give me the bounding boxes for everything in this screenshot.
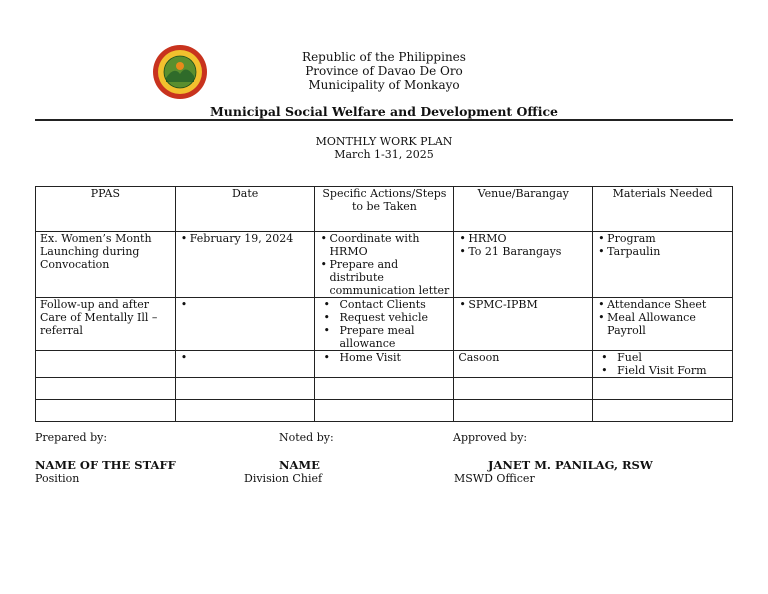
list-item: • To 21 Barangays xyxy=(468,245,588,258)
table-row xyxy=(36,298,733,351)
list-item: • Program xyxy=(607,232,728,245)
list-item xyxy=(190,298,311,311)
cell-actions xyxy=(315,298,454,351)
cell-empty xyxy=(315,400,454,422)
cell-date xyxy=(175,232,315,298)
cell-venue xyxy=(454,232,593,298)
cell-ppas: Ex. Women’s Month Launching during Convocation xyxy=(36,232,176,298)
column-header-venue: Venue/Barangay xyxy=(454,187,593,232)
header-republic: Republic of the Philippines xyxy=(302,50,466,64)
list-item: • Coordinate with HRMO xyxy=(329,232,449,258)
cell-empty xyxy=(36,378,176,400)
column-header-date: Date xyxy=(175,187,315,232)
cell-actions xyxy=(315,351,454,378)
prepared-by-name: NAME OF THE STAFF xyxy=(35,458,176,472)
list-item: • Prepare meal allowance xyxy=(339,324,449,350)
list-item: • Home Visit xyxy=(339,351,449,364)
cell-actions xyxy=(315,232,454,298)
cell-date xyxy=(175,298,315,351)
list-item: • SPMC-IPBM xyxy=(468,298,588,311)
cell-empty xyxy=(593,400,733,422)
table-row xyxy=(36,232,733,298)
noted-by-position: Division Chief xyxy=(244,472,323,485)
list-item xyxy=(190,351,311,364)
cell-materials xyxy=(593,298,733,351)
list-item: • Fuel xyxy=(617,351,728,364)
header-divider xyxy=(35,119,733,121)
document-period: March 1-31, 2025 xyxy=(334,148,434,161)
table-row xyxy=(36,378,733,400)
cell-empty xyxy=(315,378,454,400)
list-item: • Attendance Sheet xyxy=(607,298,728,311)
list-item: • Meal Allowance Payroll xyxy=(607,311,728,337)
cell-ppas xyxy=(36,351,176,378)
table-row xyxy=(36,400,733,422)
column-header-actions: Specific Actions/Steps to be Taken xyxy=(315,187,454,232)
office-name: Municipal Social Welfare and Development Office xyxy=(209,104,559,119)
list-item: • Tarpaulin xyxy=(607,245,728,258)
header-municipality: Municipality of Monkayo xyxy=(308,78,460,92)
approved-by-position: MSWD Officer xyxy=(454,472,535,485)
list-item: • HRMO xyxy=(468,232,588,245)
list-item: • Contact Clients xyxy=(339,298,449,311)
cell-venue: Casoon xyxy=(454,351,593,378)
cell-date xyxy=(175,351,315,378)
cell-empty xyxy=(593,378,733,400)
column-header-materials: Materials Needed xyxy=(593,187,733,232)
cell-venue xyxy=(454,298,593,351)
cell-empty xyxy=(454,400,593,422)
prepared-by-label: Prepared by: xyxy=(35,431,108,444)
cell-empty xyxy=(175,400,315,422)
list-item: • Prepare and distribute communication letter xyxy=(329,258,449,297)
approved-by-label: Approved by: xyxy=(453,431,528,444)
cell-empty xyxy=(36,400,176,422)
prepared-by-position: Position xyxy=(35,472,80,485)
approved-by-name: JANET M. PANILAG, RSW xyxy=(488,458,653,472)
table-header-row xyxy=(36,187,733,232)
list-item: • Field Visit Form xyxy=(617,364,728,377)
list-item: • Request vehicle xyxy=(339,311,449,324)
cell-materials xyxy=(593,232,733,298)
cell-empty xyxy=(175,378,315,400)
header-province: Province of Davao De Oro xyxy=(305,64,463,78)
noted-by-name: NAME xyxy=(279,458,320,472)
cell-empty xyxy=(454,378,593,400)
work-plan-table xyxy=(35,186,733,422)
cell-materials xyxy=(593,351,733,378)
document-title: MONTHLY WORK PLAN xyxy=(315,135,453,148)
cell-ppas: Follow-up and after Care of Mentally Ill – referral xyxy=(36,298,176,351)
list-item: • February 19, 2024 xyxy=(190,232,311,245)
column-header-ppas: PPAS xyxy=(36,187,176,232)
noted-by-label: Noted by: xyxy=(279,431,334,444)
table-row xyxy=(36,351,733,378)
